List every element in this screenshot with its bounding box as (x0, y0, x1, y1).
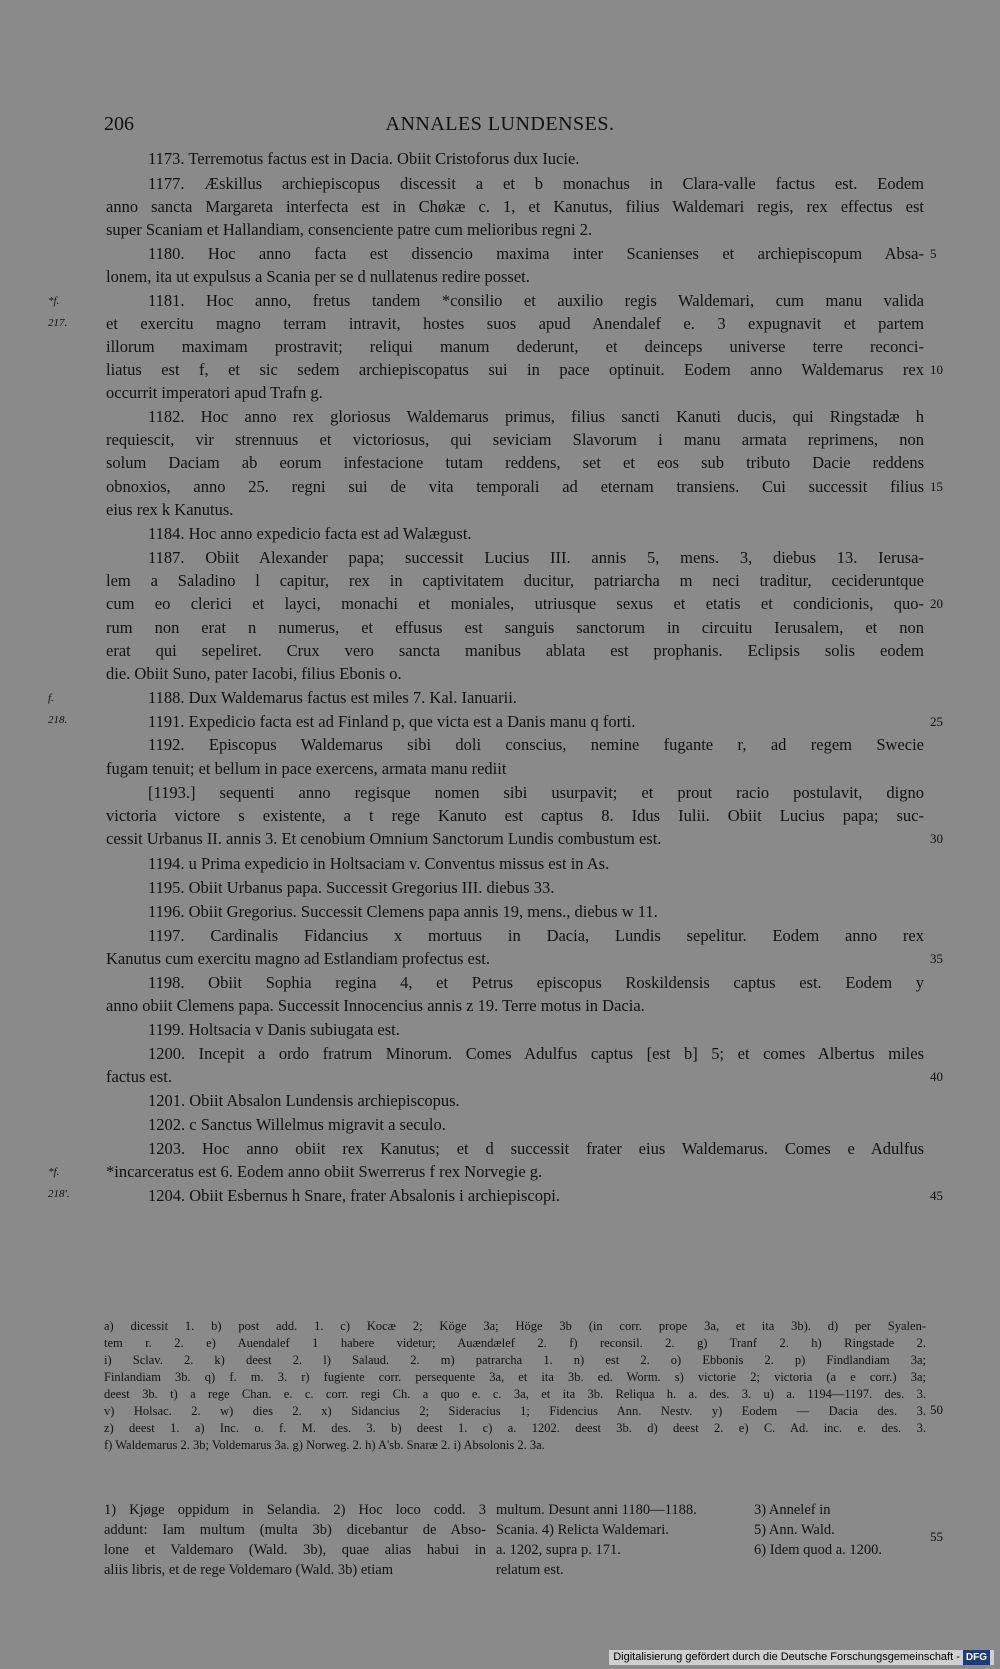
line-number: 30 (930, 831, 943, 846)
text-line: 1184. Hoc anno expedicio facta est ad Walægust. (148, 524, 472, 543)
text-line: occurrit imperatori apud Trafn g. (106, 383, 323, 402)
commentary-line: relatum est. (496, 1562, 564, 1578)
commentary-line: addunt: Iam multum (multa 3b) dicebantur de Abso- (104, 1522, 486, 1538)
line-number: 40 (930, 1069, 943, 1084)
commentary-line: Scania. 4) Relicta Waldemari. (496, 1522, 669, 1538)
variant-note-line: f) Waldemarus 2. 3b; Voldemarus 3a. g) Norweg. 2. h) A'sb. Snaræ 2. i) Absolonis 2. 3a. (104, 1438, 545, 1452)
text-line: [1193.] sequenti anno regisque nomen sibi usurpavit; et prout racio postulavit, digno (148, 783, 924, 802)
text-line: die. Obiit Suno, pater Iacobi, filius Ebonis o. (106, 664, 402, 683)
variant-notes (104, 1318, 926, 1454)
text-line: Kanutus cum exercitu magno ad Estlandiam profectus est. (106, 949, 490, 968)
variant-note-line: z) deest 1. a) Inc. o. f. M. des. 3. b) deest 1. c) a. 1202. deest 3b. d) deest 2. e) C. Ad. inc. e. des. 3. (104, 1421, 926, 1435)
text-line: 1203. Hoc anno obiit rex Kanutus; et d successit frater eius Waldemarus. Comes e Adulfus (148, 1139, 924, 1158)
text-line: 1196. Obiit Gregorius. Successit Clemens papa annis 19, mens., diebus w 11. (148, 902, 658, 921)
footer-credit (609, 1650, 994, 1665)
text-line: cessit Urbanus II. annis 3. Et cenobium Omnium Sanctorum Lundis combustum est. (106, 829, 662, 848)
text-line: factus est. (106, 1067, 172, 1086)
text-line: anno sancta Margareta interfecta est in Chøkæ c. 1, et Kanutus, filius Waldemari regis, rex effectus est (106, 197, 924, 216)
commentary-line: 3) Annelef in (754, 1502, 831, 1518)
text-line: super Scaniam et Hallandiam, consenciente patre cum melioribus regni 2. (106, 220, 593, 239)
text-line: 1197. Cardinalis Fidancius x mortuus in Dacia, Lundis sepelitur. Eodem anno rex (148, 926, 924, 945)
text-line: 1192. Episcopus Waldemarus sibi doli conscius, nemine fugante r, ad regem Swecie (148, 735, 924, 754)
line-number: 50 (930, 1402, 943, 1417)
text-line: 1202. c Sanctus Willelmus migravit a seculo. (148, 1115, 446, 1134)
text-line: 1194. u Prima expedicio in Holtsaciam v. Conventus missus est in As. (148, 854, 610, 873)
text-line: eius rex k Kanutus. (106, 500, 234, 519)
line-number: 5 (930, 246, 937, 261)
commentary-column-1 (104, 1500, 486, 1580)
line-number: 10 (930, 362, 943, 377)
text-line: lem a Saladino l capitur, rex in captivitatem ducitur, patriarcha m neci traditur, cecideruntque (106, 571, 924, 590)
commentary-line: multum. Desunt anni 1180—1188. (496, 1502, 697, 1518)
text-line: obnoxios, anno 25. regni sui de vita temporali ad eternam transiens. Cui successit filius (106, 477, 924, 496)
text-line: 1187. Obiit Alexander papa; successit Lucius III. annis 5, mens. 3, diebus 13. Ierusa- (148, 548, 924, 567)
commentary-column-2 (496, 1500, 742, 1580)
commentary-line: 6) Idem quod a. 1200. (754, 1542, 883, 1558)
variant-note-line: i) Sclav. 2. k) deest 2. l) Salaud. 2. m) patrarcha 1. n) est 2. o) Ebbonis 2. p) Findlandiam 3a; (104, 1353, 926, 1367)
text-line: 1180. Hoc anno facta est dissencio maxima inter Scanienses et archiepiscopum Absa- (148, 244, 924, 263)
text-line: rum non erat n numerus, et effusus est sanguis sanctorum in circuitu Ierusalem, et non (106, 618, 924, 637)
text-line: victoria victore s existente, a t rege Kanuto est captus 8. Idus Iulii. Obiit Lucius papa; suc- (106, 806, 924, 825)
variant-note-line: deest 3b. t) a rege Chan. e. c. corr. regi Ch. a quo e. c. 3a, et ita 3b. Reliqua h. a. des. 3. u) a. 1194—1197. des. 3. (104, 1387, 926, 1401)
text-line: liatus est f, et sic sedem archiepiscopatus sui in pace optinuit. Eodem anno Waldemarus rex (106, 360, 924, 379)
commentary-line (754, 1560, 926, 1580)
text-line: anno obiit Clemens papa. Successit Innocencius annis z 19. Terre motus in Dacia. (106, 996, 645, 1015)
footer-text: Digitalisierung gefördert durch die Deutsche Forschungsgemeinschaft - (613, 1651, 960, 1663)
text-line: 1201. Obiit Absalon Lundensis archiepiscopus. (148, 1091, 460, 1110)
text-line: et exercitu magno terram intravit, hostes suos apud Anendalef e. 3 expugnavit et partem (106, 314, 924, 333)
commentary-line: a. 1202, supra p. 171. (496, 1542, 621, 1558)
commentary-line: 5) Ann. Wald. (754, 1522, 835, 1538)
line-number: 55 (930, 1529, 943, 1544)
page-title: ANNALES LUNDENSES. (385, 113, 615, 135)
page-number: 206 (104, 113, 134, 135)
variant-note-line: Finlandiam 3b. q) f. m. 3. r) fugiente corr. persequente 3a, et ita 3b. ed. Worm. s) victorie 2; victoria (a e corr.) 3a; (104, 1370, 926, 1384)
text-line: lonem, ita ut expulsus a Scania per se d nullatenus redire posset. (106, 267, 530, 286)
variant-note-line: v) Holsac. 2. w) dies 2. x) Sidancius 2; Sideracius 1; Fidencius Ann. Nestv. y) Eodem — Dacia des. 3. (104, 1404, 926, 1418)
line-number: 20 (930, 596, 943, 611)
text-line: 1191. Expedicio facta est ad Finland p, que victa est a Danis manu q forti. (148, 712, 636, 731)
margin-folio-note: *f. 217. (48, 295, 68, 329)
commentary-column-3 (754, 1500, 926, 1580)
line-number: 35 (930, 951, 943, 966)
text-line: 1181. Hoc anno, fretus tandem *consilio et auxilio regis Waldemari, cum manu valida (148, 291, 924, 310)
text-line: cum eo clerici et layci, monachi et moniales, utriusque sexus et etatis et condicionis, quo- (106, 594, 924, 613)
commentary-line: lone et Valdemaro (Wald. 3b), quae alias habui in (104, 1542, 486, 1558)
variant-note-line: a) dicessit 1. b) post add. 1. c) Kocæ 2; Köge 3a; Höge 3b (in corr. prope 3a, et ita 3b). d) per Syalen- (104, 1319, 926, 1333)
variant-note-line: tem r. 2. e) Auendalef 1 habere videtur; Auændælef 2. f) reconsil. 2. g) Tranf 2. h) Ringstade 2. (104, 1336, 926, 1350)
dfg-logo: DFG (963, 1650, 990, 1665)
line-number: 45 (930, 1188, 943, 1203)
margin-folio-note: *f. 218'. (48, 1166, 70, 1200)
text-line: solum Daciam ab eorum infestacione tutam reddens, set et eos sub tributo Dacie reddens (106, 453, 924, 472)
text-line: 1177. Æskillus archiepiscopus discessit a et b monachus in Clara-valle factus est. Eodem (148, 174, 924, 193)
text-line: *incarceratus est 6. Eodem anno obiit Swerrerus f rex Norvegie g. (106, 1162, 543, 1181)
text-line: 1199. Holtsacia v Danis subiugata est. (148, 1020, 400, 1039)
text-line: fugam tenuit; et bellum in pace exercens, armata manu rediit (106, 759, 507, 778)
text-line: 1204. Obiit Esbernus h Snare, frater Absalonis i archiepiscopi. (148, 1186, 560, 1205)
text-line: 1173. Terremotus factus est in Dacia. Obiit Cristoforus dux Iucie. (148, 149, 580, 168)
text-line: 1195. Obiit Urbanus papa. Successit Gregorius III. diebus 33. (148, 878, 555, 897)
text-line: 1198. Obiit Sophia regina 4, et Petrus episcopus Roskildensis captus est. Eodem y (148, 973, 924, 992)
line-number: 15 (930, 479, 943, 494)
commentary-line: 1) Kjøge oppidum in Selandia. 2) Hoc loco codd. 3 (104, 1502, 486, 1518)
line-number: 25 (930, 714, 943, 729)
text-line: 1188. Dux Waldemarus factus est miles 7. Kal. Ianuarii. (148, 688, 517, 707)
text-line: erat qui sepeliret. Crux vero sancta manibus ablata est prophanis. Eclipsis solis eodem (106, 641, 924, 660)
margin-folio-note: f. 218. (48, 692, 68, 726)
text-line: 1182. Hoc anno rex gloriosus Waldemarus primus, filius sancti Kanuti ducis, qui Ringstadæ h (148, 407, 924, 426)
commentary-line: aliis libris, et de rege Voldemaro (Wald. 3b) etiam (104, 1562, 394, 1578)
text-line: requiescit, vir strennuus et victoriosus, qui seviciam Slavorum i manu armata reprimens, non (106, 430, 924, 449)
text-line: 1200. Incepit a ordo fratrum Minorum. Comes Adulfus captus [est b] 5; et comes Albertus miles (148, 1044, 924, 1063)
text-line: illorum maximam prostravit; reliqui manum dederunt, et deinceps universe terre reconci- (106, 337, 924, 356)
